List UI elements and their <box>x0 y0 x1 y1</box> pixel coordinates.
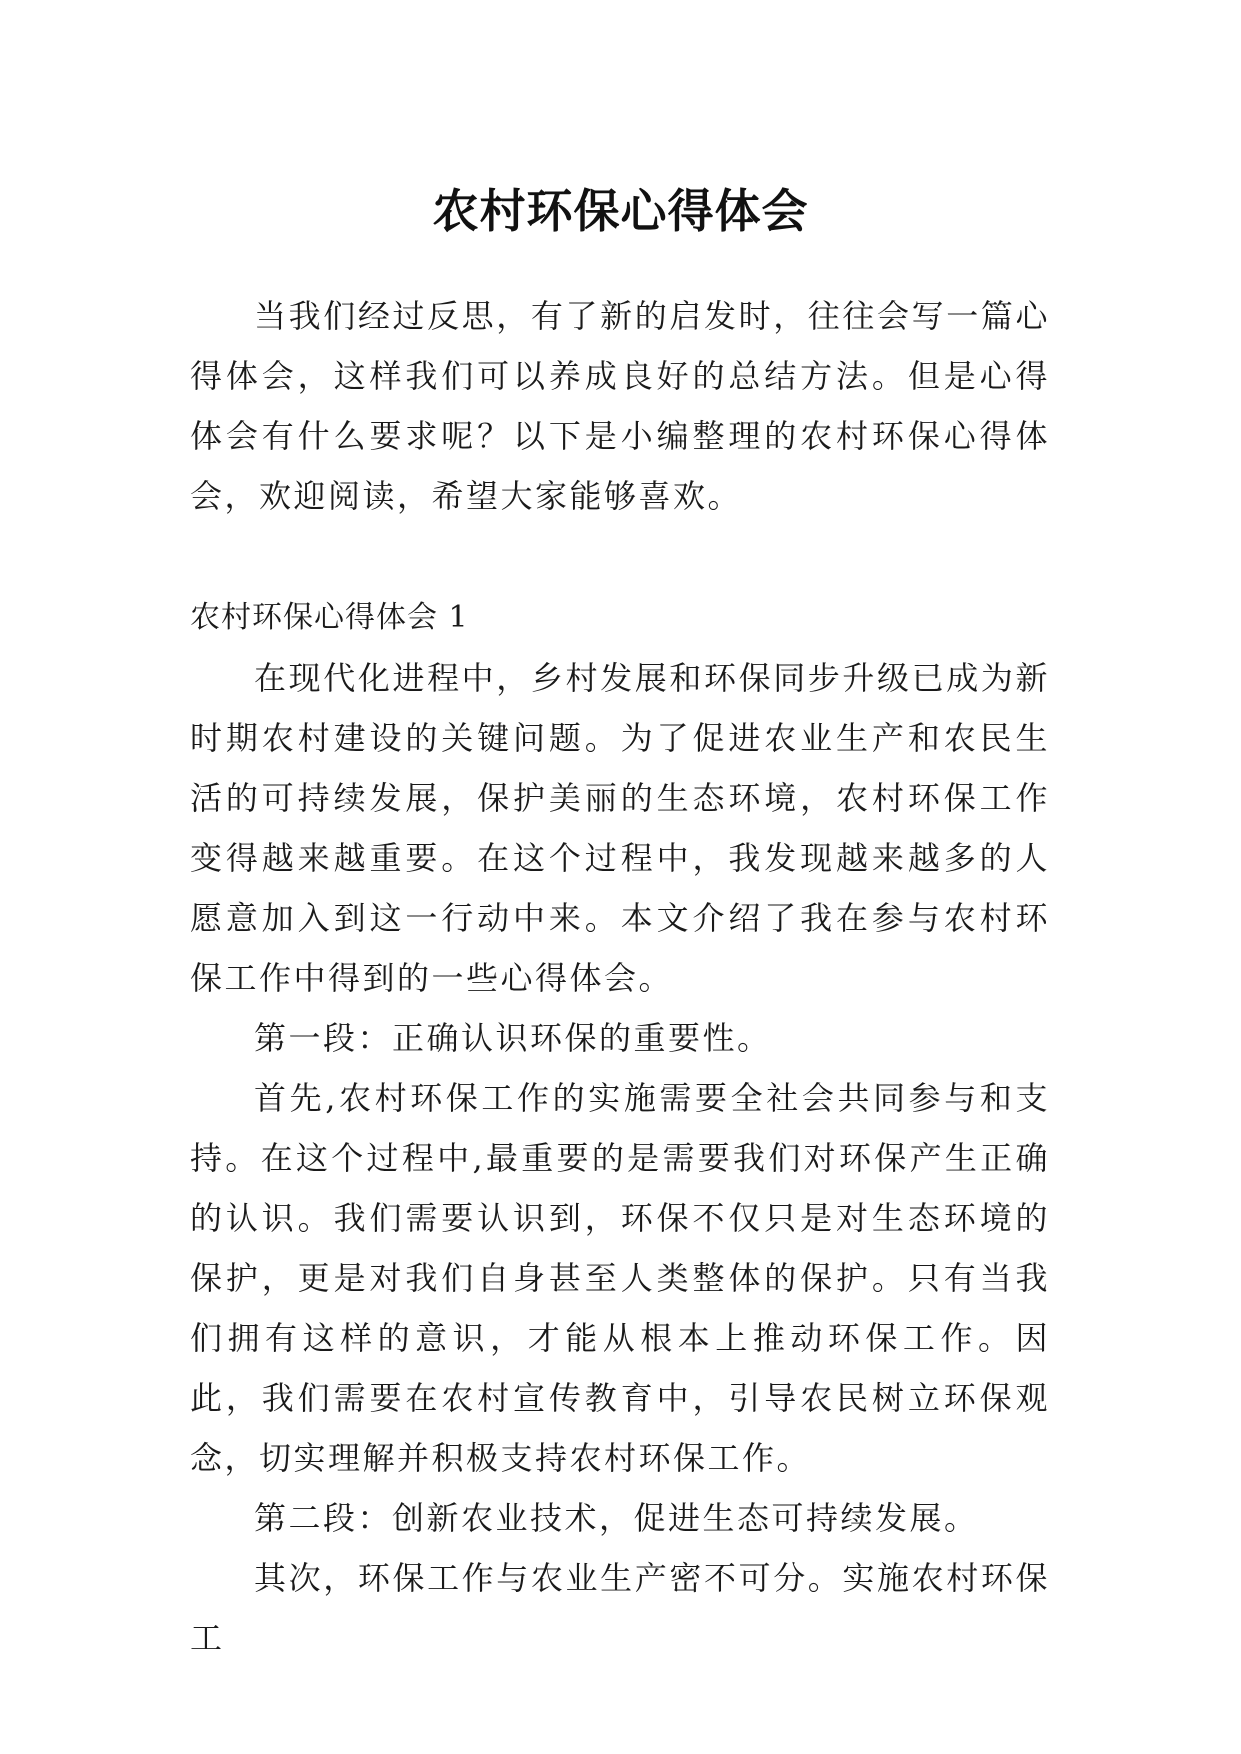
document-body <box>190 286 1050 1668</box>
body-paragraph-3: 首先,农村环保工作的实施需要全社会共同参与和支持。在这个过程中,最重要的是需要我们对环保产生正确的认识。我们需要认识到，环保不仅只是对生态环境的保护，更是对我们自身甚至人类整体的保护。只有当我们拥有这样的意识，才能从根本上推动环保工作。因此，我们需要在农村宣传教育中，引导农民树立环保观念，切实理解并积极支持农村环保工作。 <box>190 1079 1050 1477</box>
section-heading: 农村环保心得体会 1 <box>190 600 469 635</box>
document-title: 农村环保心得体会 <box>432 183 809 238</box>
intro-paragraph: 当我们经过反思，有了新的启发时，往往会写一篇心得体会，这样我们可以养成良好的总结方法。但是心得体会有什么要求呢？以下是小编整理的农村环保心得体会，欢迎阅读，希望大家能够喜欢。 <box>190 297 1050 515</box>
body-paragraph-2: 第一段：正确认识环保的重要性。 <box>254 1019 772 1057</box>
body-paragraph-5: 其次，环保工作与农业生产密不可分。实施农村环保工 <box>190 1559 1050 1657</box>
body-paragraph-1: 在现代化进程中，乡村发展和环保同步升级已成为新时期农村建设的关键问题。为了促进农业生产和农民生活的可持续发展，保护美丽的生态环境，农村环保工作变得越来越重要。在这个过程中，我发现越来越多的人愿意加入到这一行动中来。本文介绍了我在参与农村环保工作中得到的一些心得体会。 <box>190 659 1050 997</box>
body-paragraph-4: 第二段：创新农业技术，促进生态可持续发展。 <box>254 1499 979 1537</box>
